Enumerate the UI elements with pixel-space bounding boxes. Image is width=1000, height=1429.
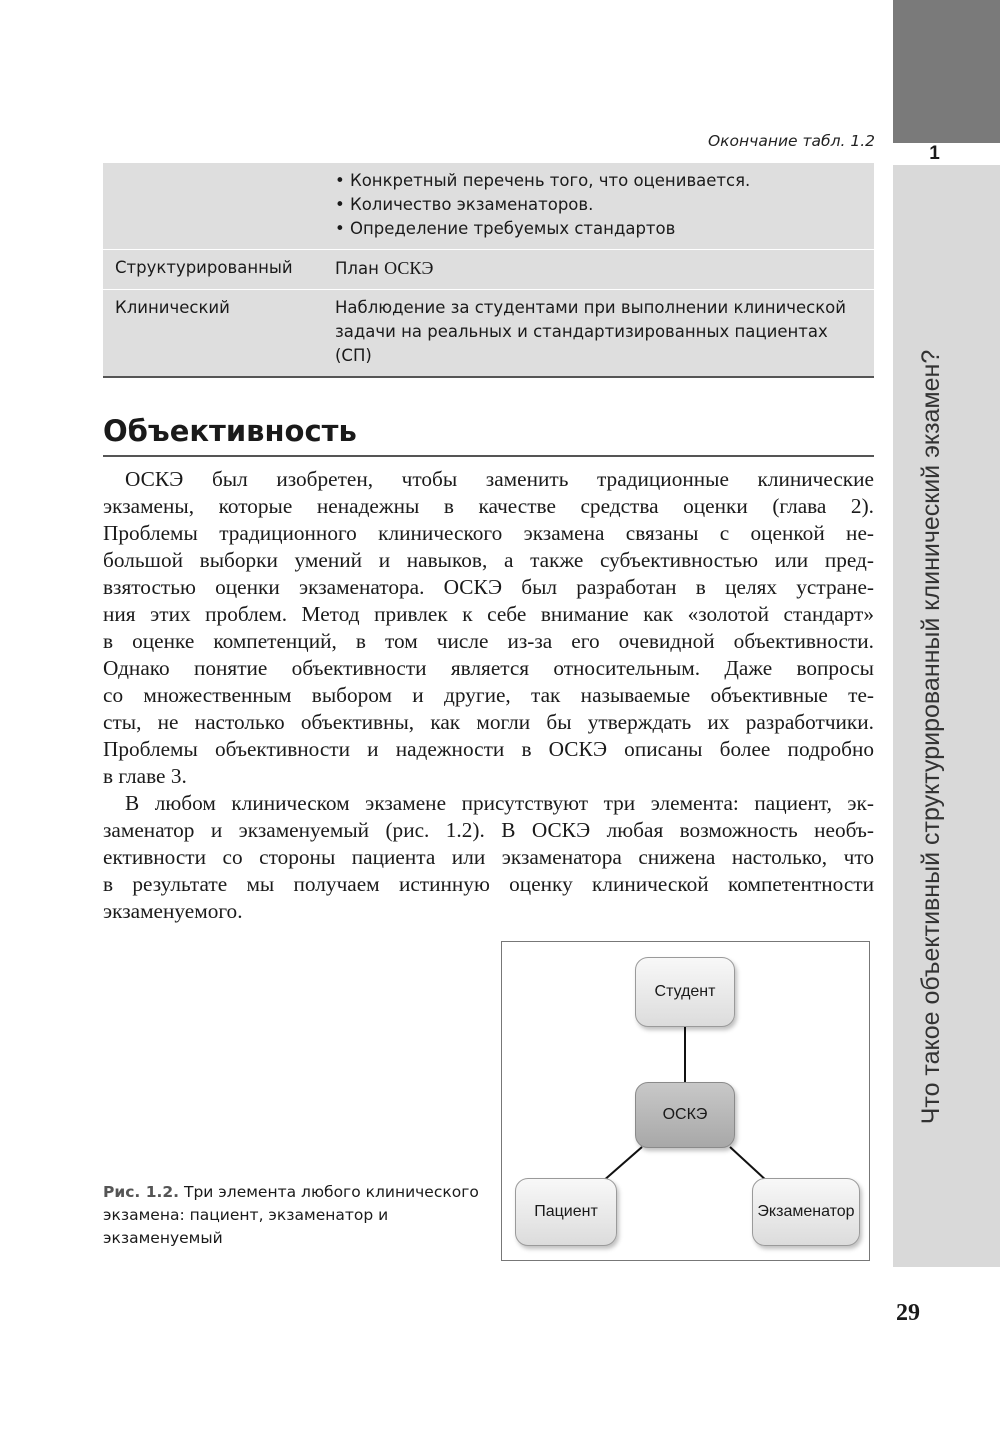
text-line: большой выборки умений и навыков, а также субъективностью или пред- bbox=[103, 548, 874, 572]
node-osce: ОСКЭ bbox=[635, 1082, 735, 1148]
text-line: в оценке компетенций, в том числе из-за его очевидной объективности. bbox=[103, 629, 874, 653]
text-line: в главе 3. bbox=[103, 764, 187, 788]
text-line: Проблемы объективности и надежности в ОСКЭ описаны более подробно bbox=[103, 737, 874, 761]
table-cell: Клинический bbox=[103, 290, 323, 378]
node-patient: Пациент bbox=[515, 1178, 617, 1246]
text-line: заменатор и экзаменуемый (рис. 1.2). В ОСКЭ любая возможность необъ- bbox=[103, 818, 874, 842]
table-cell: Структурированный bbox=[103, 250, 323, 290]
cell-text: План bbox=[335, 259, 385, 278]
figure-caption-text: Три элемента любого клинического экзамена: пациент, экзаменатор и экзаменуемый bbox=[103, 1183, 479, 1247]
table-cell bbox=[323, 250, 874, 290]
figure-caption bbox=[103, 1181, 483, 1250]
connector-line-left bbox=[602, 1147, 642, 1182]
bullet-item: • Количество экзаменаторов. bbox=[335, 193, 864, 217]
chapter-number: 1 bbox=[893, 143, 1000, 165]
text-line: В любом клиническом экзамене присутствуют три элемента: пациент, эк- bbox=[125, 791, 874, 815]
text-line: Однако понятие объективности является относительным. Даже вопросы bbox=[103, 656, 874, 680]
text-line: экзамены, которые ненадежны в качестве средства оценки (глава 2). bbox=[103, 494, 874, 518]
page-number: 29 bbox=[896, 1300, 920, 1326]
node-student: Студент bbox=[635, 957, 735, 1027]
text-line: экзаменуемого. bbox=[103, 899, 243, 923]
table-cell bbox=[323, 163, 874, 250]
text-line: взятостью оценки экзаменатора. ОСКЭ был разработан в целях устране- bbox=[103, 575, 874, 599]
text-line: ОСКЭ был изобретен, чтобы заменить традиционные клинические bbox=[125, 467, 874, 491]
text-line: ния этих проблем. Метод привлек к себе внимание как «золотой стандарт» bbox=[103, 602, 874, 626]
table bbox=[103, 163, 874, 378]
side-tab-band bbox=[893, 165, 1000, 1267]
table-row bbox=[103, 290, 874, 378]
text-line: ективности со стороны пациента или экзаменатора снижена настолько, что bbox=[103, 845, 874, 869]
table-cell: Наблюдение за студентами при выполнении клинической задачи на реальных и стандартизированных пациентах (СП) bbox=[323, 290, 874, 378]
table-row bbox=[103, 250, 874, 290]
bullet-item: • Конкретный перечень того, что оценивается. bbox=[335, 169, 864, 193]
connector-line-right bbox=[730, 1147, 768, 1182]
figure-caption-label: Рис. 1.2. bbox=[103, 1183, 180, 1201]
table-cell bbox=[103, 163, 323, 250]
table-caption: Окончание табл. 1.2 bbox=[707, 132, 875, 150]
body-text bbox=[103, 466, 874, 925]
side-tab-top bbox=[893, 0, 1000, 143]
bullet-item: • Определение требуемых стандартов bbox=[335, 217, 864, 241]
side-tab-title: Что такое объективный структурированный клинический экзамен? bbox=[917, 349, 945, 1125]
text-line: со множественным выбором и другие, так называемые объективные те- bbox=[103, 683, 874, 707]
text-line: в результате мы получаем истинную оценку клинической компетентности bbox=[103, 872, 874, 896]
paragraph-1 bbox=[103, 466, 874, 790]
paragraph-2 bbox=[103, 790, 874, 925]
text-line: сты, не настолько объективны, как могли бы утверждать их разработчики. bbox=[103, 710, 874, 734]
table-row bbox=[103, 163, 874, 250]
node-examiner: Экзаменатор bbox=[752, 1178, 860, 1246]
section-heading: Объективность bbox=[103, 412, 874, 457]
figure-diagram bbox=[501, 941, 870, 1261]
cell-text-serif: ОСКЭ bbox=[384, 258, 434, 278]
text-line: Проблемы традиционного клинического экзамена связаны с оценкой не- bbox=[103, 521, 874, 545]
